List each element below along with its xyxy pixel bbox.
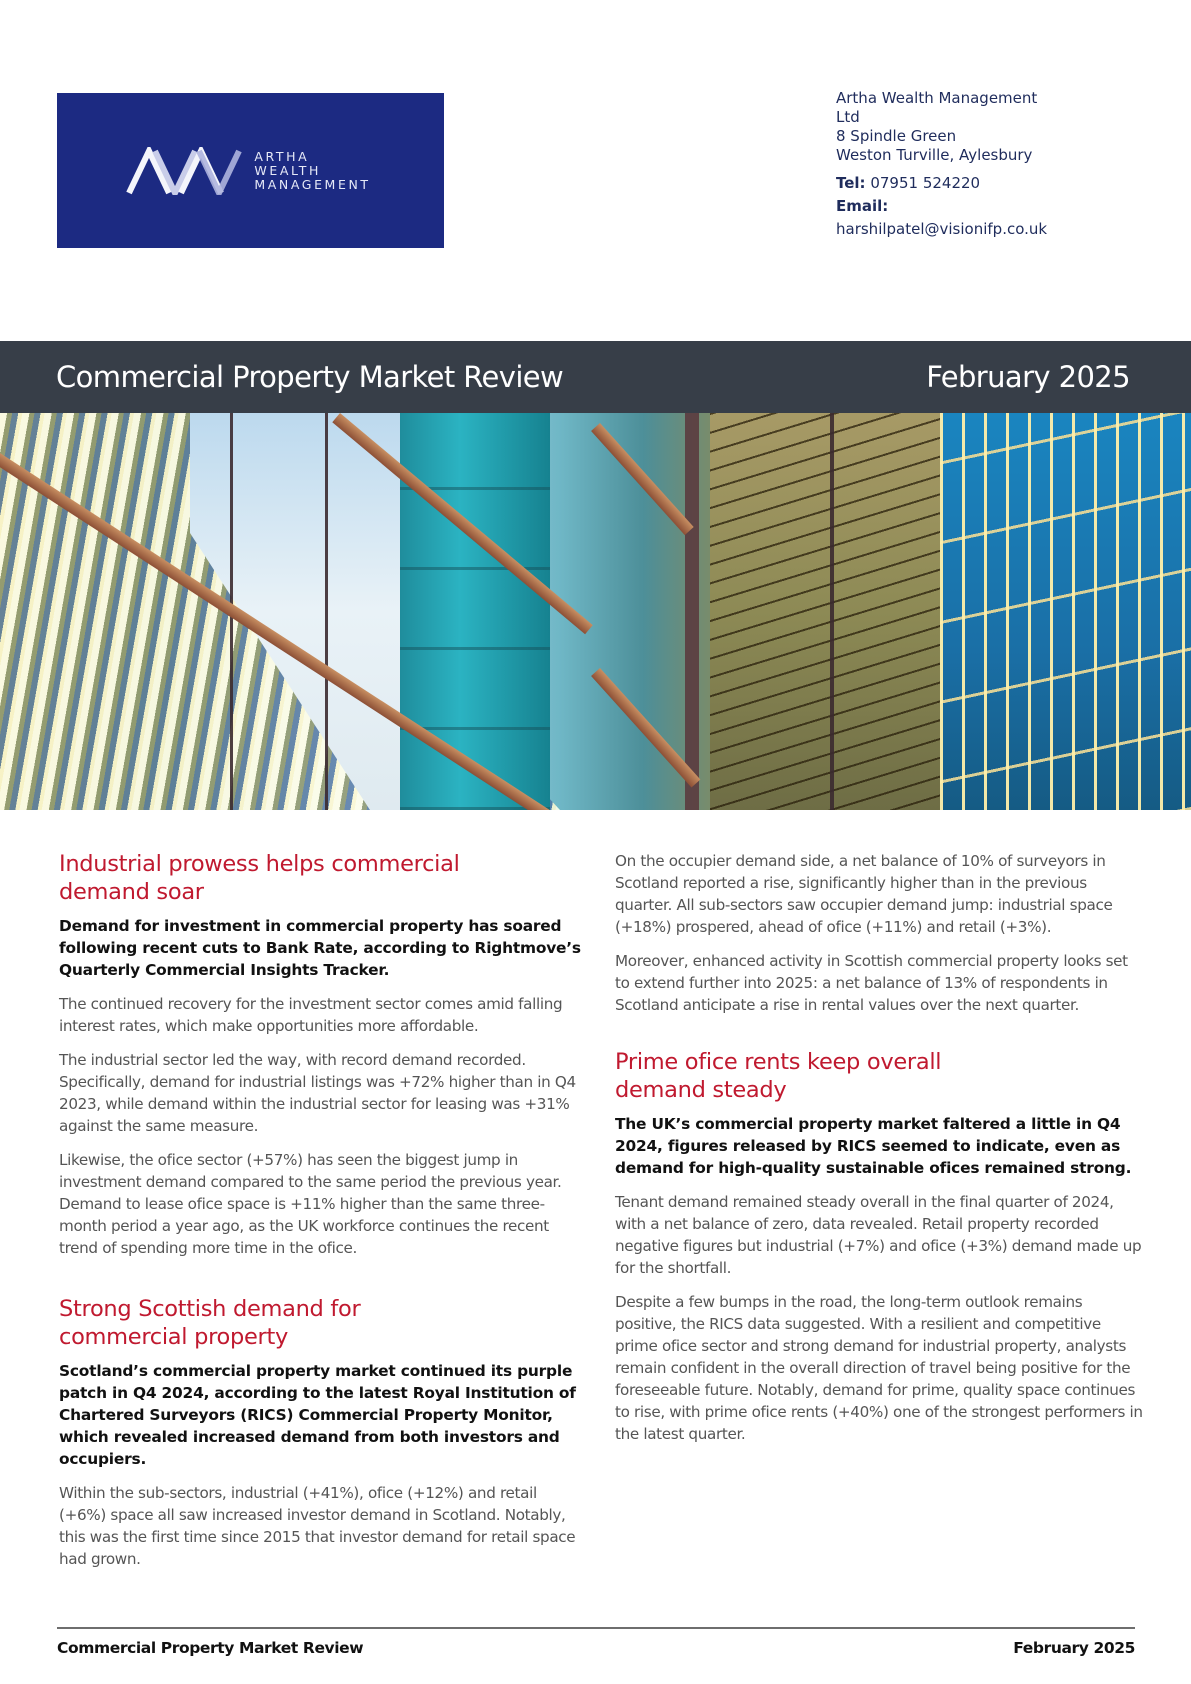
- article-standfirst: Scotland’s commercial property market continued its purple patch in Q4 2024, according to the latest Royal Institution of Chartered Surveyors (RICS) Commercial Property Monitor, which revealed increased demand from both investors and occupiers.: [59, 1362, 576, 1468]
- photo-mullion: [325, 413, 328, 810]
- article-industrial: [59, 850, 587, 1259]
- address-line: Artha Wealth Management: [836, 89, 1038, 107]
- issue-date: February 2025: [926, 360, 1130, 394]
- logo-line: WEALTH: [254, 162, 322, 178]
- article-paragraph: The continued recovery for the investment sector comes amid falling interest rates, which make opportunities more affordable.: [59, 995, 563, 1035]
- right-column: [615, 850, 1143, 1445]
- article-standfirst: The UK’s commercial property market faltered a little in Q4 2024, figures released by RICS seemed to indicate, even as demand for high-quality sustainable ofices remained strong.: [615, 1115, 1132, 1177]
- company-logo: [57, 93, 444, 248]
- email-link[interactable]: harshilpatel@visionifp.co.uk: [836, 220, 1048, 238]
- article-standfirst: Demand for investment in commercial property has soared following recent cuts to Bank Rate, according to Rightmove’s Quarterly Commercial Insights Tracker.: [59, 917, 581, 979]
- page-footer: [57, 1639, 1135, 1657]
- article-paragraph: Tenant demand remained steady overall in the final quarter of 2024, with a net balance of zero, data revealed. Retail property recorded negative figures but industrial (+7%) and ofice (+3%) demand made up for the shortfall.: [615, 1193, 1142, 1277]
- photo-right-facade: [940, 413, 1191, 810]
- article-headline: Industrial prowess helps commercial demand soar: [59, 851, 460, 905]
- logo-line: ARTHA: [254, 148, 310, 164]
- logo-wordmark: [254, 150, 370, 192]
- article-prime-office: [615, 1048, 1143, 1445]
- article-headline: Strong Scottish demand for commercial property: [59, 1296, 361, 1350]
- address-line: 8 Spindle Green: [836, 127, 957, 145]
- article-paragraph: Moreover, enhanced activity in Scottish commercial property looks set to extend further into 2025: a net balance of 13% of respondents in Scotland anticipate a rise in rental values over the next quarter.: [615, 952, 1128, 1014]
- address-line: Weston Turville, Aylesbury: [836, 146, 1033, 164]
- article-scotland-continued: [615, 850, 1143, 1016]
- footer-date: February 2025: [1013, 1639, 1135, 1657]
- footer-divider: [57, 1627, 1135, 1629]
- article-paragraph: The industrial sector led the way, with record demand recorded. Specifically, demand for industrial listings was +72% higher than in Q4 2023, while demand within the industrial sector for leasing was +31% against the same measure.: [59, 1051, 576, 1135]
- article-scotland: [59, 1295, 587, 1570]
- awm-monogram-icon: [126, 147, 242, 195]
- title-band: [0, 341, 1191, 413]
- left-column: [59, 850, 587, 1570]
- company-address: [836, 89, 1136, 165]
- photo-mullion: [830, 413, 834, 810]
- email-label: Email:: [836, 197, 889, 215]
- photo-beam: [591, 423, 694, 535]
- telephone-row: [836, 174, 1136, 193]
- photo-teal-tower: [400, 413, 550, 810]
- article-headline: Prime ofice rents keep overall demand steady: [615, 1049, 942, 1103]
- hero-photo: [0, 413, 1191, 810]
- logo-line: MANAGEMENT: [254, 176, 371, 192]
- article-paragraph: Likewise, the ofice sector (+57%) has seen the biggest jump in investment demand compared to the same period the previous year. Demand to lease ofice space is +11% higher than the same three-month period a year ago, as the UK workforce continues the recent trend of spending more time in the ofice.: [59, 1151, 562, 1257]
- article-paragraph: Within the sub-sectors, industrial (+41%), ofice (+12%) and retail (+6%) space all saw increased investor demand in Scotland. Notably, this was the first time since 2015 that investor demand for retail space had grown.: [59, 1484, 576, 1568]
- photo-beam: [591, 668, 700, 788]
- tel-label: Tel:: [836, 174, 866, 192]
- page-title: Commercial Property Market Review: [56, 360, 564, 394]
- contact-block: [836, 89, 1136, 239]
- photo-mullion: [685, 413, 699, 810]
- tel-value[interactable]: 07951 524220: [870, 174, 981, 192]
- footer-title: Commercial Property Market Review: [57, 1639, 364, 1657]
- article-paragraph: On the occupier demand side, a net balance of 10% of surveyors in Scotland reported a rise, significantly higher than in the previous quarter. All sub-sectors saw occupier demand jump: industrial space (+18%) prospered, ahead of ofice (+11%) and retail (+3%).: [615, 852, 1113, 936]
- address-line: Ltd: [836, 108, 860, 126]
- article-paragraph: Despite a few bumps in the road, the long-term outlook remains positive, the RICS data suggested. With a resilient and competitive prime ofice sector and strong demand for industrial property, analysts remain confident in the overall direction of travel being positive for the foreseeable future. Notably, demand for prime, quality space continues to rise, with prime ofice rents (+40%) one of the strongest performers in the latest quarter.: [615, 1293, 1143, 1443]
